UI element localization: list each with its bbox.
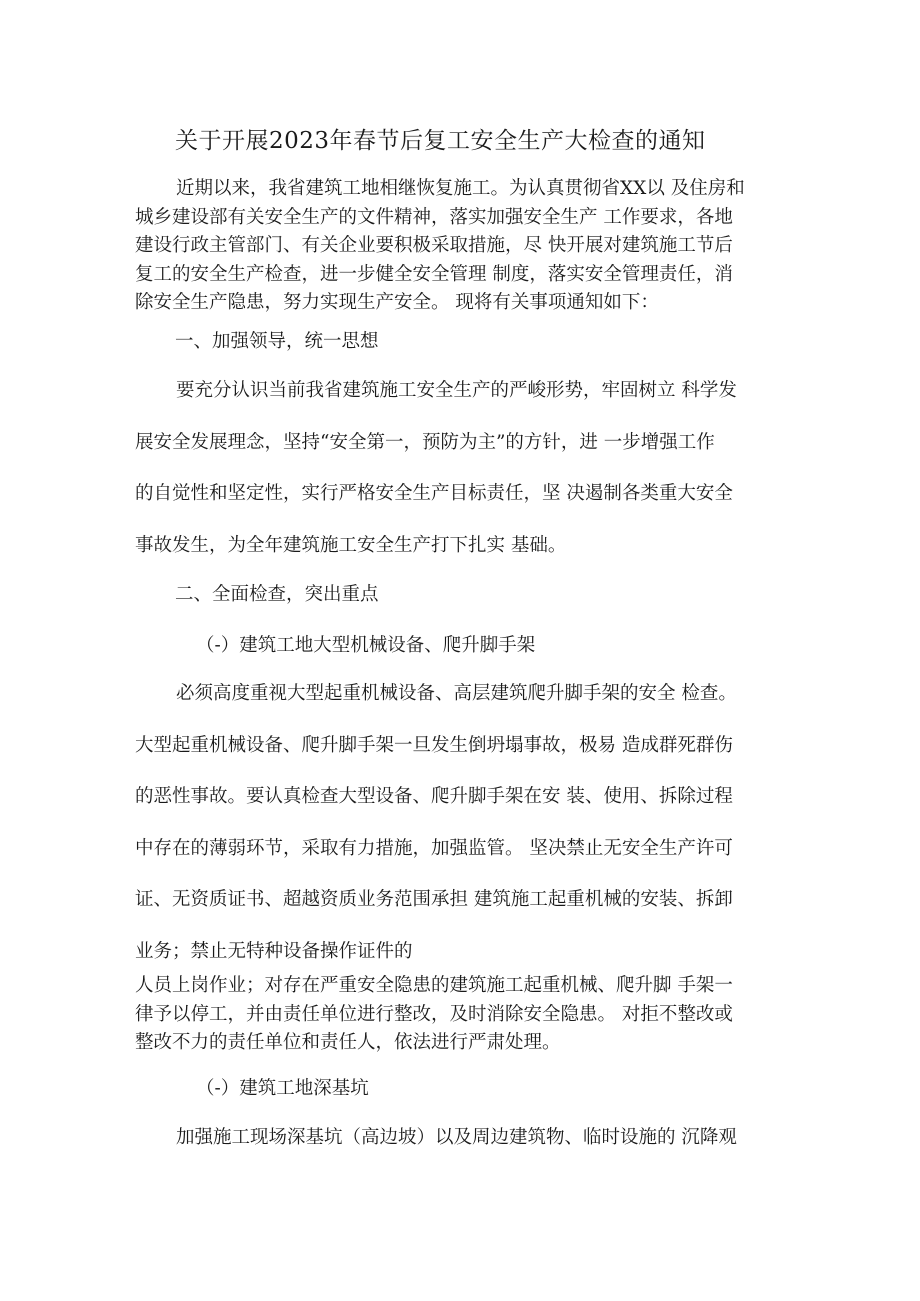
paragraph-line: 加强施工现场深基坑（高边坡）以及周边建筑物、临时设施的 沉降观 (176, 1127, 737, 1148)
section-heading-2: 二、全面检查，突出重点 (175, 584, 379, 605)
paragraph-line: 整改不力的责任单位和责任人，依法进行严肃处理。 (135, 1032, 561, 1053)
paragraph-line: 复工的安全生产检查，进一步健全安全管理 制度，落实安全管理责任，消 (135, 263, 733, 285)
paragraph-line: 大型起重机械设备、爬升脚手架一旦发生倒坍塌事故，极易 造成群死群伤 (135, 734, 733, 756)
paragraph-line: 证、无资质证书、超越资质业务范围承担 建筑施工起重机械的安装、拆卸 (135, 889, 733, 910)
subsection-heading-2: （-）建筑工地深基坑 (196, 1078, 369, 1099)
paragraph-line: 近期以来，我省建筑工地相继恢复施工。为认真贯彻省XX以 及住房和 (176, 178, 745, 199)
paragraph-line: 的恶性事故。要认真检查大型设备、爬升脚手架在安 装、使用、拆除过程 (135, 786, 733, 807)
paragraph-line: 城乡建设部有关安全生产的文件精神，落实加强安全生产 工作要求，各地 (135, 206, 733, 228)
section1-paragraph (135, 365, 787, 571)
paragraph-line: 人员上岗作业；对存在严重安全隐患的建筑施工起重机械、爬升脚 手架一 (135, 975, 733, 996)
subsection1-continuation (135, 972, 787, 1058)
paragraph-line: 除安全生产隐患，努力实现生产安全。 现将有关事项通知如下： (135, 292, 659, 313)
intro-paragraph (135, 175, 787, 318)
document-title: 关于开展2023年春节后复工安全生产大检查的通知 (175, 128, 706, 154)
subsection-heading-1: （-）建筑工地大型机械设备、爬升脚手架 (196, 635, 536, 656)
paragraph-line: 要充分认识当前我省建筑施工安全生产的严峻形势，牢固树立 科学发 (176, 380, 737, 401)
section-heading-1: 一、加强领导，统一思想 (175, 331, 379, 352)
subsection2-paragraph (135, 1112, 787, 1164)
paragraph-line: 事故发生，为全年建筑施工安全生产打下扎实 基础。 (135, 534, 567, 556)
paragraph-line: 展安全发展理念，坚持“安全第一，预防为主”的方针，进 一步增强工作 (135, 431, 715, 453)
paragraph-line: 业务；禁止无特种设备操作证件的 (135, 940, 413, 962)
paragraph-line: 中存在的薄弱环节，采取有力措施，加强监管。 坚决禁止无安全生产许可 (135, 837, 733, 859)
subsection1-paragraph (135, 668, 787, 977)
paragraph-line: 的自觉性和坚定性，实行严格安全生产目标责任，坚 决遏制各类重大安全 (135, 483, 733, 504)
paragraph-line: 建设行政主管部门、有关企业要积极采取措施，尽 快开展对建筑施工节后 (135, 235, 733, 256)
paragraph-line: 必须高度重视大型起重机械设备、高层建筑爬升脚手架的安全 检查。 (176, 683, 737, 704)
paragraph-line: 律予以停工，并由责任单位进行整改，及时消除安全隐患。 对拒不整改或 (135, 1003, 733, 1025)
